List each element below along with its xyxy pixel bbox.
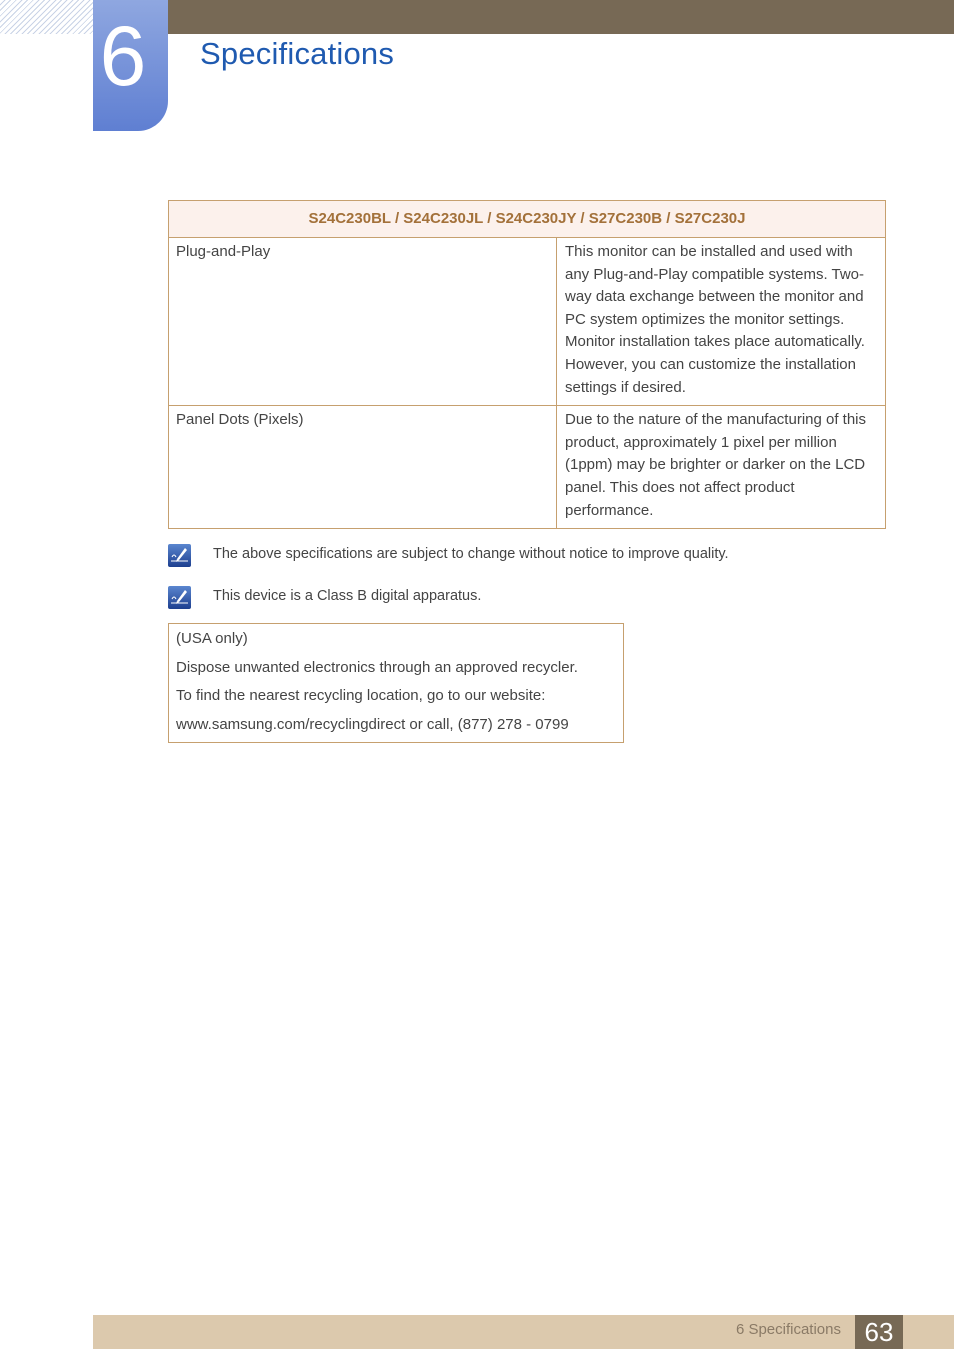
recycling-info-box [168,623,624,743]
spec-value [557,406,886,529]
note [168,544,808,568]
recycling-info-line: www.samsung.com/recyclingdirect or call, (877) 278 - 0799 [176,715,569,733]
note [168,586,808,610]
page-title: Specifications [200,36,395,71]
spec-value-line: panel. This does not affect product [565,478,795,496]
spec-table [168,200,886,529]
spec-value-line: This monitor can be installed and used with [565,243,853,260]
spec-value-line: PC system optimizes the monitor settings. [565,310,845,328]
note-text: The above specifications are subject to change without notice to improve quality. [213,546,729,562]
spec-label: Panel Dots (Pixels) [169,406,557,529]
note-text: This device is a Class B digital apparatus. [213,588,482,604]
spec-value-line: However, you can customize the installation [565,355,856,373]
header-bar [168,0,954,34]
spec-value-line: Monitor installation takes place automatically. [565,333,865,351]
table-row [169,406,886,529]
spec-value [557,238,886,406]
spec-value-line: any Plug-and-Play compatible systems. Two- [565,265,865,283]
chapter-number: 6 [99,9,147,103]
recycling-info-line: (USA only) [176,630,248,647]
spec-value-line: performance. [565,501,654,519]
spec-value-line: Due to the nature of the manufacturing of this [565,411,867,429]
spec-value-line: product, approximately 1 pixel per million [565,433,837,451]
note-pencil-icon [168,586,191,609]
chapter-tab [93,0,168,131]
footer-section-label: 6 Specifications [735,1321,841,1338]
recycling-info-line: To find the nearest recycling location, go to our website: [176,687,546,704]
note-pencil-icon [168,544,191,567]
spec-table-header-row [169,201,886,238]
spec-value-line: settings if desired. [565,378,686,396]
page-number: 63 [855,1315,903,1349]
spec-table-header: S24C230BL / S24C230JL / S24C230JY / S27C230B / S27C230J [169,201,886,238]
header-hatch-pattern [0,0,93,34]
spec-value-line: (1ppm) may be brighter or darker on the LCD [565,456,866,474]
recycling-info-line: Dispose unwanted electronics through an approved recycler. [176,658,578,676]
spec-value-line: way data exchange between the monitor and [565,288,864,306]
table-row [169,238,886,406]
spec-label: Plug-and-Play [169,238,557,406]
